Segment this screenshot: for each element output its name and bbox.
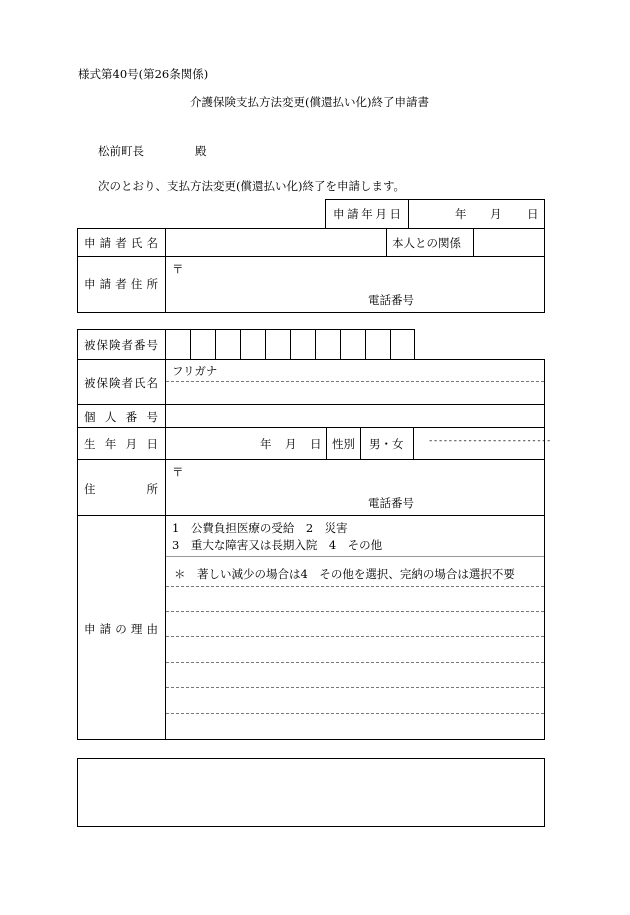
sex-options[interactable]: 男・女 (369, 437, 404, 451)
honorific: 殿 (195, 144, 207, 158)
applicant-name-field[interactable] (166, 229, 385, 255)
reason-note: ＊ 著しい減少の場合は4 その他を選択、完納の場合は選択不要 (174, 567, 515, 581)
date-input-area[interactable] (409, 200, 543, 227)
form-title: 介護保険支払方法変更(償還払い化)終了申請書 (190, 95, 429, 109)
insured-number-label: 被保険者番号 (84, 338, 158, 352)
birth-day-unit: 日 (310, 437, 322, 451)
date-label: 申請年月日 (333, 207, 401, 221)
reason-options-line2: 3 重大な障害又は長期入院 4 その他 (172, 538, 383, 552)
applicant-address-label: 申請者住所 (84, 277, 158, 291)
insured-phone-label: 電話番号 (368, 496, 414, 510)
date-day-unit: 日 (527, 207, 539, 221)
insured-name-label: 被保険者氏名 (84, 376, 158, 390)
date-month-unit: 月 (490, 207, 502, 221)
dash-placeholder: ------------------------- (428, 436, 551, 446)
remarks-box[interactable] (77, 758, 545, 827)
relation-field[interactable] (474, 229, 543, 255)
reason-text-area[interactable] (166, 587, 543, 738)
sex-label: 性別 (332, 437, 355, 451)
intro-text: 次のとおり、支払方法変更(償還払い化)終了を申請します。 (98, 179, 406, 193)
date-year-unit: 年 (455, 207, 467, 221)
insured-address-field[interactable] (166, 460, 543, 514)
insured-name-field[interactable] (166, 382, 543, 403)
furigana-label: フリガナ (172, 364, 218, 378)
birth-month-unit: 月 (285, 437, 297, 451)
personal-number-label: 個人番号 (84, 410, 158, 424)
personal-number-field[interactable] (166, 405, 543, 426)
insured-postal-mark: 〒 (172, 465, 184, 479)
reason-options-line1: 1 公費負担医療の受給 2 災害 (172, 521, 348, 535)
phone-label: 電話番号 (368, 293, 414, 307)
birth-year-unit: 年 (260, 437, 272, 451)
form-number: 様式第40号(第26条関係) (78, 67, 209, 81)
insured-number-boxes[interactable] (166, 330, 414, 358)
applicant-address-field[interactable] (166, 257, 543, 311)
insured-address-label: 住所 (84, 482, 158, 496)
relation-label: 本人との関係 (392, 236, 461, 250)
postal-mark: 〒 (172, 262, 184, 276)
addressee: 松前町長 (98, 144, 144, 158)
reason-label: 申請の理由 (84, 622, 158, 636)
applicant-name-label: 申請者氏名 (84, 236, 158, 250)
birth-label: 生年月日 (84, 437, 158, 451)
